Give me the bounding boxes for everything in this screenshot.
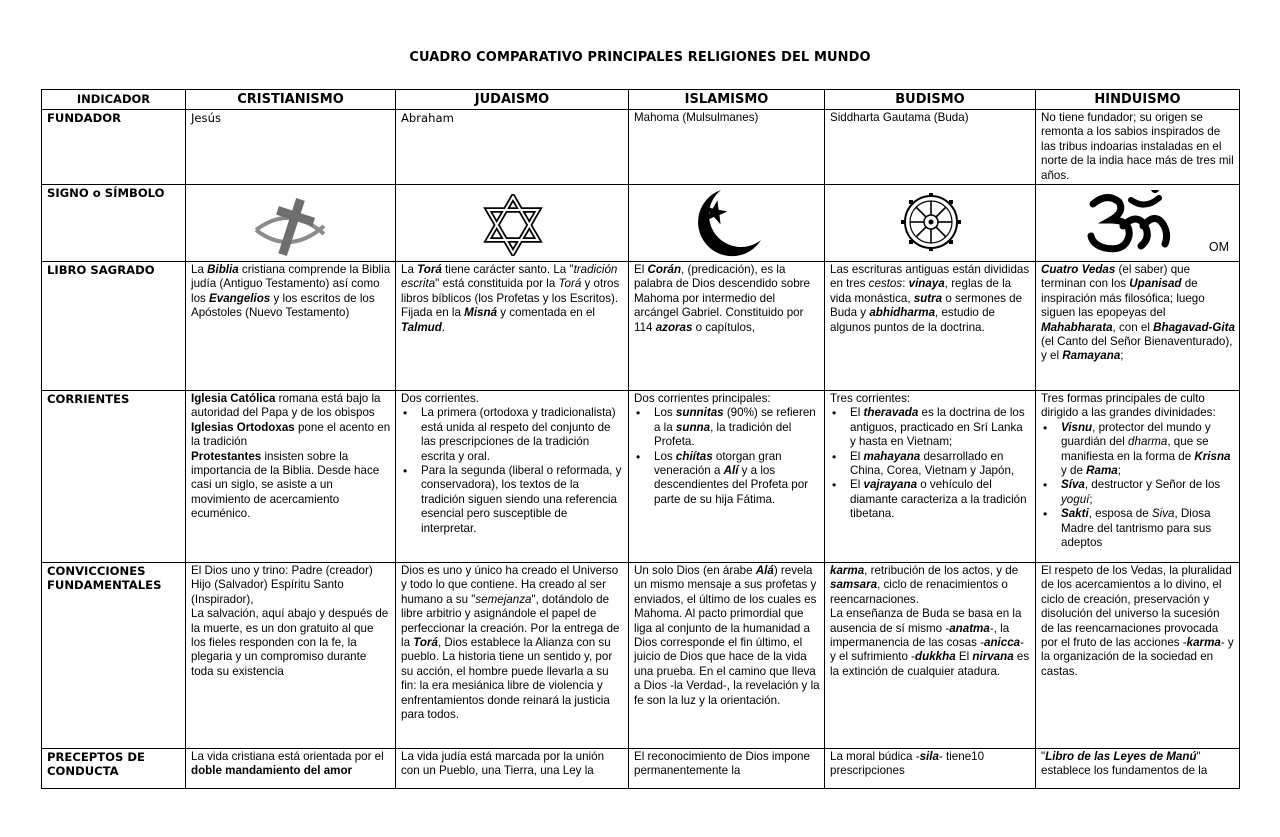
header-cristianismo: CRISTIANISMO — [186, 90, 396, 110]
simbolo-budismo — [825, 185, 1036, 262]
header-budismo: BUDISMO — [825, 90, 1036, 110]
cross-fish-icon — [250, 194, 332, 260]
header-judaismo: JUDAISMO — [396, 90, 629, 110]
row-label-convicciones: CONVICCIONES FUNDAMENTALES — [42, 563, 186, 749]
list-item: • Los chiítas otorgan gran veneración a Alí y a los descendientes del Profeta por parte de su hija Fátima. — [654, 450, 820, 508]
fundador-cristianismo: Jesús — [186, 110, 396, 185]
row-label-signo: SIGNO o SÍMBOLO — [42, 185, 186, 262]
preceptos-cristianismo: La vida cristiana está orientada por el doble mandamiento del amor — [186, 749, 396, 789]
om-icon — [1085, 190, 1181, 254]
fundador-budismo: Siddharta Gautama (Buda) — [825, 110, 1036, 185]
fundador-judaismo: Abraham — [396, 110, 629, 185]
row-signo — [42, 185, 1240, 262]
row-preceptos — [42, 749, 1240, 789]
corrientes-judaismo: Dos corrientes. • La primera (ortodoxa y tradicionalista) está unida al respeto del conjunto de las prescripciones de la tradición escrita y oral. • Para la segunda (liberal o reformada, y conservadora), los textos de la tradición siguen siendo una referencia esencial pero susceptible de interpretar. — [396, 391, 629, 563]
row-label-corrientes: CORRIENTES — [42, 391, 186, 563]
om-label: OM — [1208, 239, 1229, 254]
row-label-libro: LIBRO SAGRADO — [42, 262, 186, 391]
libro-budismo: Las escrituras antiguas están divididas en tres cestos: vinaya, reglas de la vida monástica, sutra o sermones de Buda y abhidharma, estudio de algunos puntos de la doctrina. — [825, 262, 1036, 391]
page-title: CUADRO COMPARATIVO PRINCIPALES RELIGIONES DEL MUNDO — [409, 50, 871, 65]
libro-cristianismo: La Biblia cristiana comprende la Biblia judía (Antiguo Testamento) así como los Evangelios y los escritos de los Apóstoles (Nuevo Testamento) — [186, 262, 396, 391]
header-islamismo: ISLAMISMO — [629, 90, 825, 110]
simbolo-islamismo — [629, 185, 825, 262]
corrientes-islamismo: Dos corrientes principales: • Los sunnitas (90%) se refieren a la sunna, la tradición del Profeta. • Los chiítas otorgan gran veneración a Alí y a los descendientes del Profeta por parte de su hija Fátima. — [629, 391, 825, 563]
fundador-hinduismo: No tiene fundador; su origen se remonta a los sabios inspirados de las tribus indoarias instaladas en el norte de la india hace más de tres mil años. — [1036, 110, 1240, 185]
list-item: • El theravada es la doctrina de los antiguos, practicado en Srí Lanka y hasta en Vietnam; — [850, 406, 1031, 449]
convicciones-islamismo: Un solo Dios (en árabe Alá) revela un mismo mensaje a sus profetas y enviados, el último de los cuales es Mahoma. Al pacto primordial que liga al conjunto de la humanidad a Dios corresponde el fin último, el juicio de Dios que hace de la vida una prueba. En el camino que lleva a Dios -la Verdad-, la revelación y la fe son la luz y la orientación. — [629, 563, 825, 749]
row-fundador — [42, 110, 1240, 185]
convicciones-judaismo: Dios es uno y único ha creado el Universo y todo lo que contiene. Ha creado al ser humano a su "semejanza", dotándolo de libre arbitrio y asignándole el papel de perfeccionar la creación. Por la entrega de la Torá, Dios establece la Alianza con su pueblo. La historia tiene un sentido y, por su acción, el hombre puede llevarla a su fin: la era mesiánica libre de violencia y enfrentamientos donde reinará la justicia para todos. — [396, 563, 629, 749]
list-item: • Los sunnitas (90%) se refieren a la sunna, la tradición del Profeta. — [654, 406, 820, 449]
row-corrientes — [42, 391, 1240, 563]
list-item: • Visnu, protector del mundo y guardián del dharma, que se manifiesta en la forma de Krisna y de Rama; — [1061, 421, 1235, 479]
list-item: • La primera (ortodoxa y tradicionalista) está unida al respeto del conjunto de las prescripciones de la tradición escrita y oral. — [421, 406, 624, 464]
crescent-star-icon — [687, 188, 767, 258]
row-label-preceptos: PRECEPTOS DE CONDUCTA — [42, 749, 186, 789]
list-item: • Sakti, esposa de Siva, Diosa Madre del tantrismo para sus adeptos — [1061, 507, 1235, 550]
libro-hinduismo: Cuatro Vedas (el saber) que terminan con los Upanisad de inspiración más filosófica; luego siguen las epopeyas del Mahabharata, con el Bhagavad-Gita (el Canto del Señor Bienaventurado), y el Ramayana; — [1036, 262, 1240, 391]
row-convicciones — [42, 563, 1240, 749]
simbolo-cristianismo — [186, 185, 396, 262]
list-item: • El vajrayana o vehículo del diamante caracteriza a la tradición tibetana. — [850, 478, 1031, 521]
fundador-islamismo: Mahoma (Mulsulmanes) — [629, 110, 825, 185]
simbolo-hinduismo — [1036, 185, 1240, 262]
preceptos-judaismo: La vida judía está marcada por la unión con un Pueblo, una Tierra, una Ley la — [396, 749, 629, 789]
convicciones-cristianismo: El Dios uno y trino: Padre (creador) Hijo (Salvador) Espíritu Santo (Inspirador), La salvación, aquí abajo y después de la muerte, es un don gratuito al que los fieles responden con la fe, la plegaria y un compromiso durante toda su existencia — [186, 563, 396, 749]
preceptos-budismo: La moral búdica -sila- tiene10 prescripciones — [825, 749, 1036, 789]
preceptos-islamismo: El reconocimiento de Dios impone permanentemente la — [629, 749, 825, 789]
row-label-fundador: FUNDADOR — [42, 110, 186, 185]
list-item: • El mahayana desarrollado en China, Corea, Vietnam y Japón, — [850, 450, 1031, 479]
convicciones-hinduismo: El respeto de los Vedas, la pluralidad de los acercamientos a lo divino, el ciclo de creación, preservación y disolución del universo la sucesión de las reencarnaciones provocada por el fruto de las acciones -karma- y la organización de la sociedad en castas. — [1036, 563, 1240, 749]
libro-islamismo: El Corán, (predicación), es la palabra de Dios descendido sobre Mahoma por intermedio del arcángel Gabriel. Constituido por 114 azoras o capítulos, — [629, 262, 825, 391]
list-item: • Síva, destructor y Señor de los yoguí; — [1061, 478, 1235, 507]
list-item: • Para la segunda (liberal o reformada, y conservadora), los textos de la tradición siguen siendo una referencia esencial pero susceptible de interpretar. — [421, 464, 624, 536]
corrientes-cristianismo: Iglesia Católica romana está bajo la autoridad del Papa y de los obispos Iglesias Ortodoxas pone el acento en la tradición Protestantes insisten sobre la importancia de la Biblia. Desde hace casi un siglo, se asiste a un movimiento de acercamiento ecuménico. — [186, 391, 396, 563]
libro-judaismo: La Torá tiene carácter santo. La "tradición escrita" está constituida por la Torá y otros libros bíblicos (los Profetas y los Escritos). Fijada en la Misná y comentada en el Talmud. — [396, 262, 629, 391]
header-indicador: INDICADOR — [42, 90, 186, 110]
header-hinduismo: HINDUISMO — [1036, 90, 1240, 110]
corrientes-budismo: Tres corrientes: • El theravada es la doctrina de los antiguos, practicado en Srí Lanka y hasta en Vietnam; • El mahayana desarrollado en China, Corea, Vietnam y Japón, • El vajrayana o vehículo del diamante caracteriza a la tradición tibetana. — [825, 391, 1036, 563]
convicciones-budismo: karma, retribución de los actos, y de samsara, ciclo de renacimientos o reencarnaciones. La enseñanza de Buda se basa en la ausencia de sí mismo -anatma-, la impermanencia de las cosas -anicca- y el sufrimiento -dukkha El nirvana es la extinción de cualquier atadura. — [825, 563, 1036, 749]
dharma-wheel-icon — [895, 190, 967, 254]
preceptos-hinduismo: "Libro de las Leyes de Manú" establece los fundamentos de la — [1036, 749, 1240, 789]
header-row — [42, 90, 1240, 110]
simbolo-judaismo — [396, 185, 629, 262]
corrientes-hinduismo: Tres formas principales de culto dirigido a las grandes divinidades: • Visnu, protector del mundo y guardián del dharma, que se manifiesta en la forma de Krisna y de Rama; • Síva, destructor y Señor de los yoguí; • Sakti, esposa de Siva, Diosa Madre del tantrismo para sus adeptos — [1036, 391, 1240, 563]
star-of-david-icon — [482, 194, 544, 256]
comparison-table — [41, 89, 1240, 789]
row-libro — [42, 262, 1240, 391]
